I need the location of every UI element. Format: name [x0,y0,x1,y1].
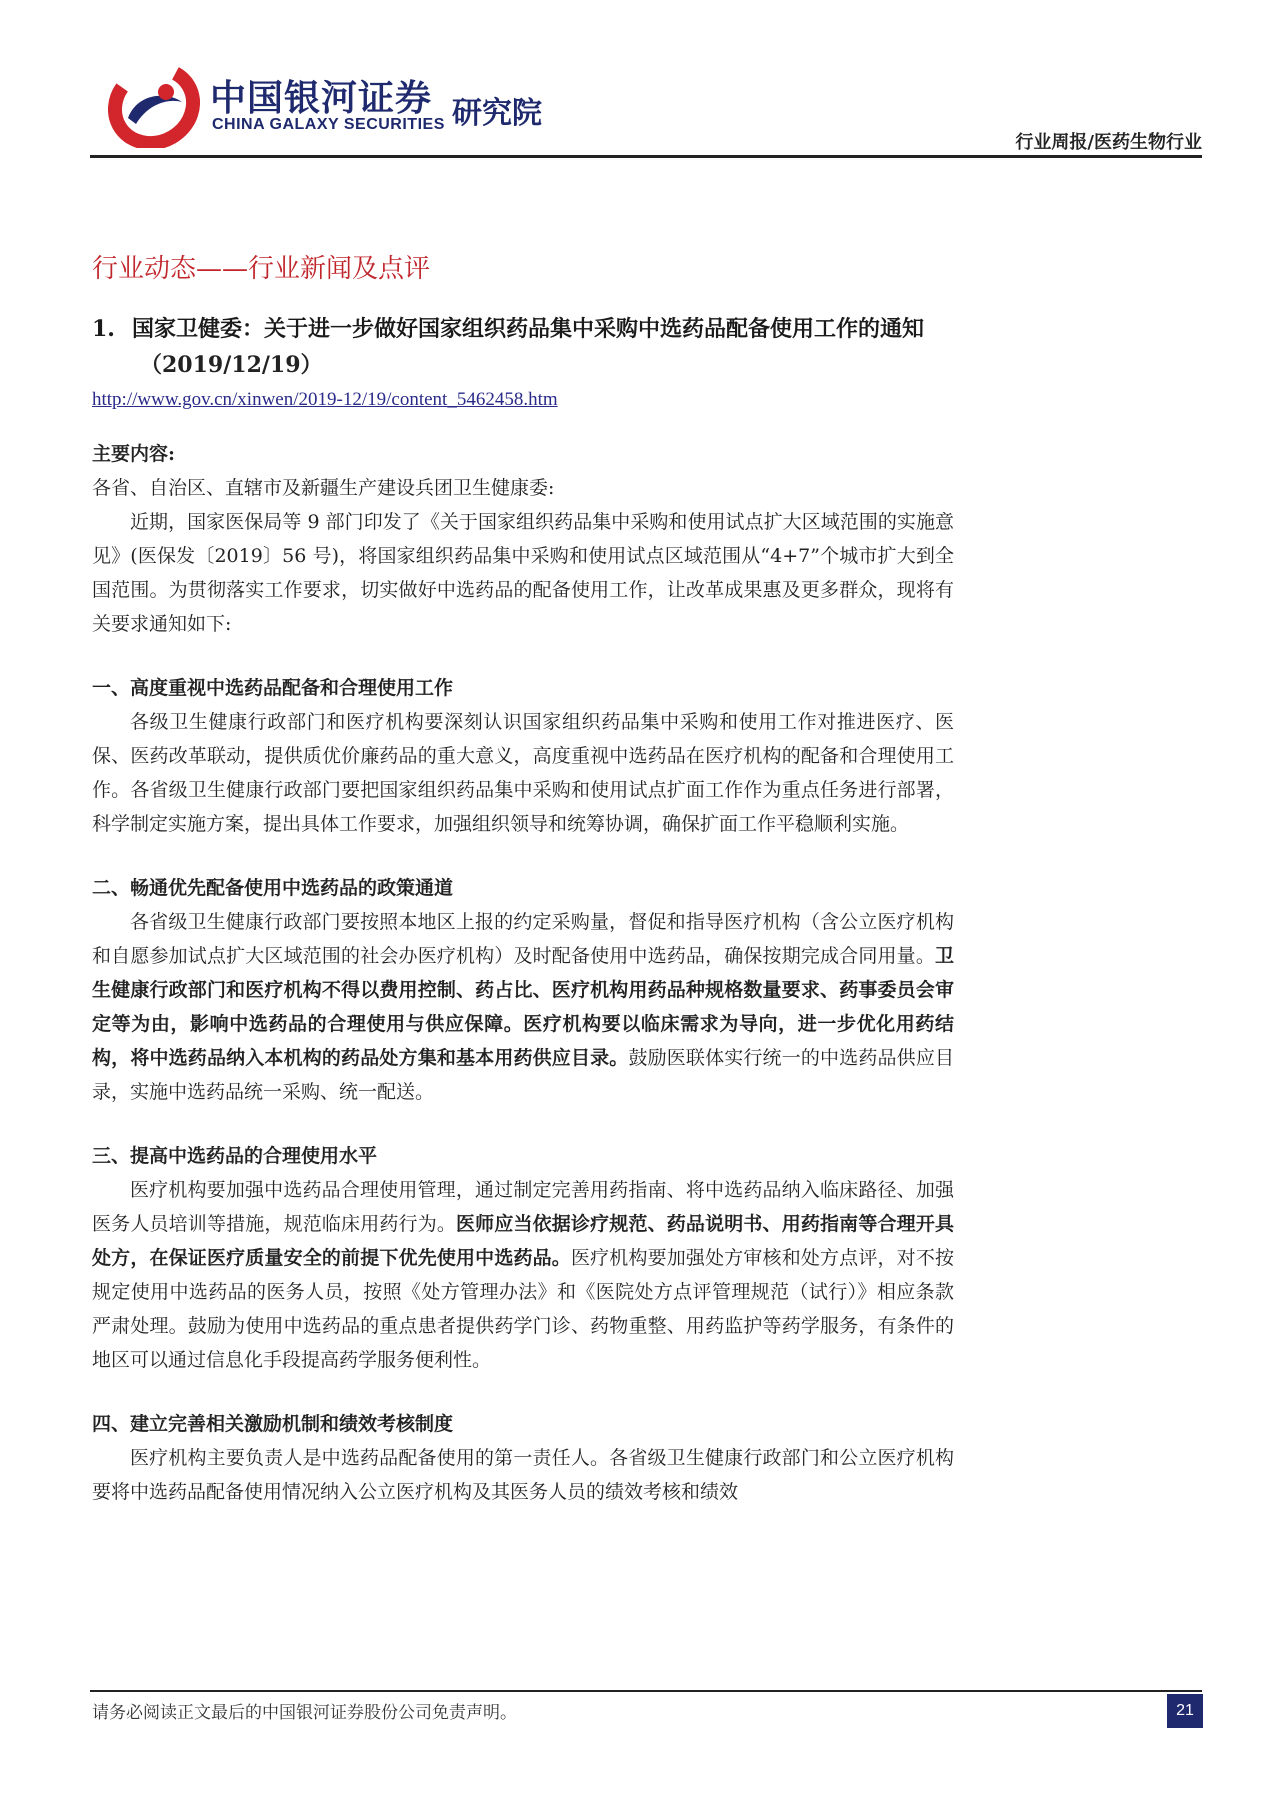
section-text-2-bold: 卫生健康行政部门和医疗机构不得以费用控制、药占比、医疗机构用药品种规格数量要求、药事委员会审定等为由，影响中选药品的合理使用与供应保障。医疗机构要以临床需求为导向，进一步优化用药结构，将中选药品纳入本机构的药品处方集和基本用药供应目录。 [92,945,954,1069]
section-text-2a: 各省级卫生健康行政部门要按照本地区上报的约定采购量，督促和指导医疗机构（含公立医疗机构和自愿参加试点扩大区域范围的社会办医疗机构）及时配备使用中选药品，确保按期完成合同用量。 [92,911,954,967]
article-title-text: 国家卫健委：关于进一步做好国家组织药品集中采购中选药品配备使用工作的通知 [132,316,925,342]
page-header [0,0,1280,165]
disclaimer-text: 请务必阅读正文最后的中国银河证券股份公司免责声明。 [92,1703,517,1723]
article-number: 1. [92,316,115,342]
section-heading-3: 三、提高中选药品的合理使用水平 [92,1145,378,1167]
intro-paragraph: 近期，国家医保局等 9 部门印发了《关于国家组织药品集中采购和使用试点扩大区域范围的实施意见》(医保发〔2019〕56 号)，将国家组织药品集中采购和使用试点区域范围从“4+7”个城市扩大到全国范围。为贯彻落实工作要求，切实做好中选药品的配备使用工作，让改革成果惠及更多群众，现将有关要求通知如下: [92,511,954,635]
section-text-3-bold: 医师应当依据诊疗规范、药品说明书、用药指南等合理开具处方，在保证医疗质量安全的前提下优先使用中选药品。 [92,1213,954,1269]
page-number: 21 [1167,1694,1203,1728]
brand-name-en: CHINA GALAXY SECURITIES [212,116,445,133]
section-title: 行业动态——行业新闻及点评 [92,254,431,284]
brand-name-cn: 中国银河证券 [210,78,433,119]
galaxy-logo-icon [108,62,200,148]
section-text-1: 各级卫生健康行政部门和医疗机构要深刻认识国家组织药品集中采购和使用工作对推进医疗、医保、医药改革联动，提供质优价廉药品的重大意义，高度重视中选药品在医疗机构的配备和合理使用工作。各省级卫生健康行政部门要把国家组织药品集中采购和使用试点扩面工作作为重点任务进行部署，科学制定实施方案，提出具体工作要求，加强组织领导和统筹协调，确保扩面工作平稳顺利实施。 [92,711,954,835]
section-text-3 [92,1173,954,1377]
article-source-link[interactable]: http://www.gov.cn/xinwen/2019-12/19/content_5462458.htm [92,389,558,410]
article-date: （2019/12/19） [140,352,323,378]
main-content-label: 主要内容: [92,443,176,465]
header-divider [90,155,1202,158]
section-text-4: 医疗机构主要负责人是中选药品配备使用的第一责任人。各省级卫生健康行政部门和公立医疗机构要将中选药品配备使用情况纳入公立医疗机构及其医务人员的绩效考核和绩效 [92,1447,954,1503]
section-text-3a: 医疗机构要加强中选药品合理使用管理，通过制定完善用药指南、将中选药品纳入临床路径、加强医务人员培训等措施，规范临床用药行为。 [92,1179,954,1235]
footer-divider [90,1690,1202,1692]
main-content [92,248,954,1509]
section-text-3c: 医疗机构要加强处方审核和处方点评，对不按规定使用中选药品的医务人员，按照《处方管理办法》和《医院处方点评管理规范（试行）》相应条款严肃处理。鼓励为使用中选药品的重点患者提供药学门诊、药物重整、用药监护等药学服务，有条件的地区可以通过信息化手段提高药学服务便利性。 [92,1247,954,1371]
section-text-2c: 鼓励医联体实行统一的中选药品供应目录，实施中选药品统一采购、统一配送。 [92,1047,954,1103]
section-text-2 [92,905,954,1109]
section-heading-2: 二、畅通优先配备使用中选药品的政策通道 [92,877,454,899]
section-heading-4: 四、建立完善相关激励机制和绩效考核制度 [92,1413,454,1435]
article-title [92,311,954,347]
salutation: 各省、自治区、直辖市及新疆生产建设兵团卫生健康委: [92,477,555,499]
institute-label: 研究院 [452,96,542,131]
section-heading-1: 一、高度重视中选药品配备和合理使用工作 [92,677,454,699]
report-category: 行业周报/医药生物行业 [1015,132,1202,153]
